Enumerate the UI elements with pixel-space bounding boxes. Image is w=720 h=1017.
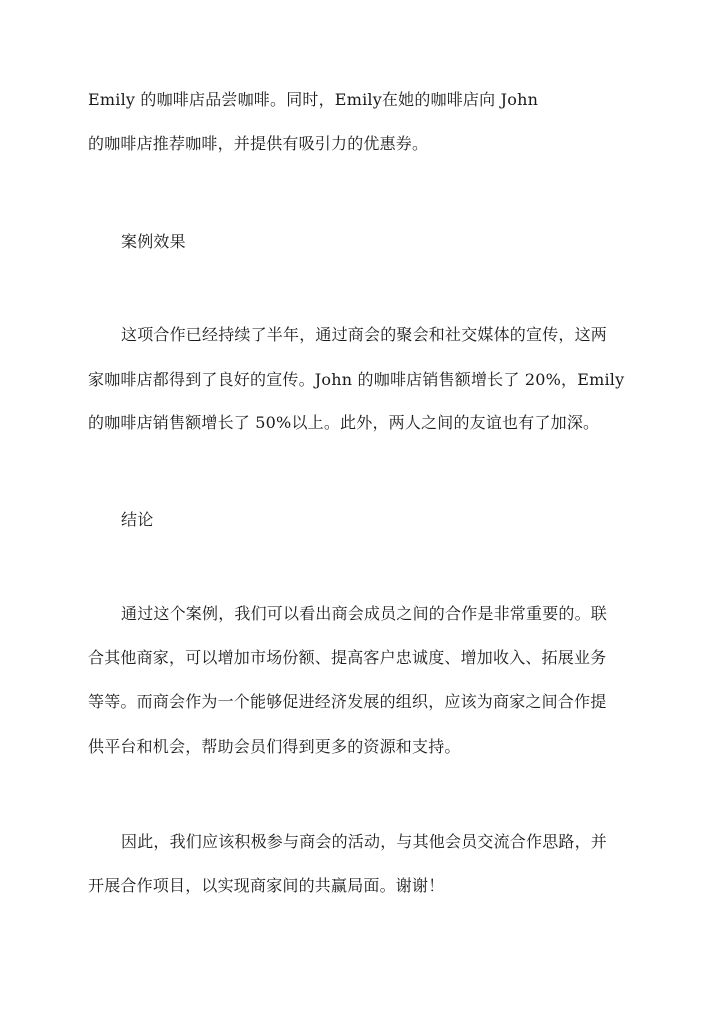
effect-paragraph-line-2: 家咖啡店都得到了良好的宣传。John 的咖啡店销售额增长了 20%，Emily bbox=[88, 370, 625, 389]
conclusion-paragraph1-line-4: 供平台和机会，帮助会员们得到更多的资源和支持。 bbox=[88, 737, 461, 756]
intro-line-2: 的咖啡店推荐咖啡，并提供有吸引力的优惠券。 bbox=[88, 134, 429, 153]
intro-line-1: Emily 的咖啡店品尝咖啡。同时，Emily在她的咖啡店向 John bbox=[88, 90, 539, 109]
section-heading-conclusion: 结论 bbox=[121, 510, 154, 529]
effect-paragraph-line-1: 这项合作已经持续了半年，通过商会的聚会和社交媒体的宣传，这两 bbox=[121, 325, 608, 344]
effect-paragraph-line-3: 的咖啡店销售额增长了 50%以上。此外，两人之间的友谊也有了加深。 bbox=[88, 413, 600, 432]
conclusion-paragraph1-line-2: 合其他商家，可以增加市场份额、提高客户忠诚度、增加收入、拓展业务 bbox=[88, 648, 607, 667]
conclusion-paragraph1-line-3: 等等。而商会作为一个能够促进经济发展的组织，应该为商家之间合作提 bbox=[88, 692, 607, 711]
section-heading-effect: 案例效果 bbox=[121, 232, 186, 251]
conclusion-paragraph1-line-1: 通过这个案例，我们可以看出商会成员之间的合作是非常重要的。联 bbox=[121, 604, 608, 623]
conclusion-paragraph2-line-1: 因此，我们应该积极参与商会的活动，与其他会员交流合作思路，并 bbox=[121, 832, 608, 851]
conclusion-paragraph2-line-2: 开展合作项目，以实现商家间的共赢局面。谢谢！ bbox=[88, 876, 445, 895]
